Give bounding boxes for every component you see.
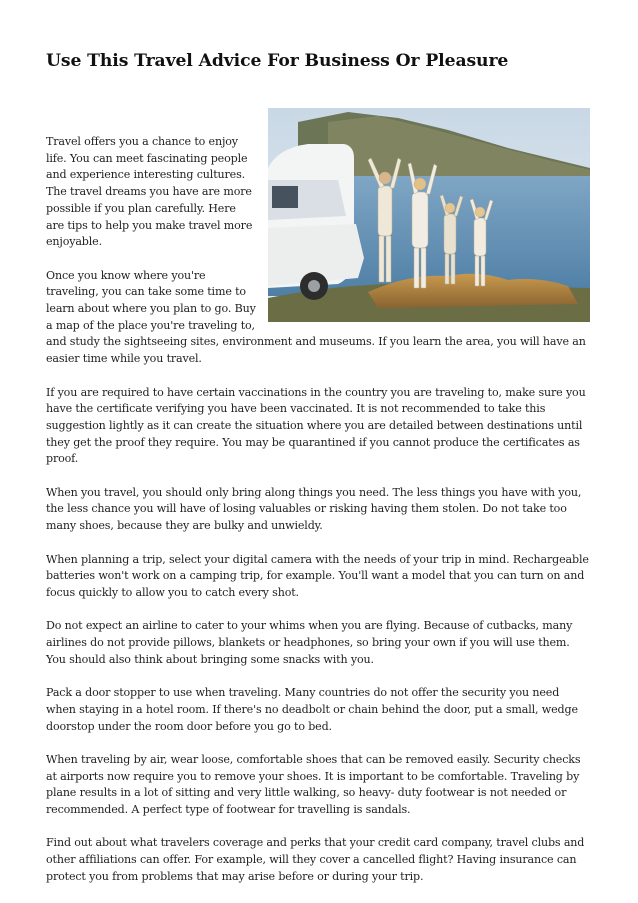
- paragraph: Pack a door stopper to use when traveling. Many countries do not offer the security you need when staying in a hotel room. If there's no deadbolt or chain behind the door, put a small, wedge doorstop under the room door before you go to bed.: [46, 686, 578, 733]
- paragraph: Do not expect an airline to cater to your whims when you are flying. Because of cutbacks, many airlines do not provide pillows, blankets or headphones, so bring your own if you will use them. You should also think about bringing some snacks with you.: [46, 619, 573, 666]
- paragraph: When planning a trip, select your digital camera with the needs of your trip in mind. Rechargeable batteries won't work on a camping trip, for example. You'll want a model that you can turn on and focus quickly to allow you to catch every shot.: [46, 552, 589, 599]
- paragraph: Find out about what travelers coverage and perks that your credit card company, travel clubs and other affiliations can offer. For example, will they cover a cancelled flight? Having insurance can protect you from problems that may arise before or during your trip.: [46, 836, 585, 883]
- paragraph: Once you know where you're traveling, you can take some time to learn about where you plan to go. Buy a map of the place you're traveling to, and study the sightseeing sites, environment and museums. If you learn the area, you will have an easier time while you travel.: [46, 268, 586, 366]
- paragraph: If you are required to have certain vaccinations in the country you are traveling to, make sure you have the certificate verifying you have been vaccinated. It is not recommended to take this suggestion lightly as it can create the situation where you are detailed between destinations until they get the proof they require. You may be quarantined if you cannot produce the certificates as proof.: [46, 385, 586, 466]
- paragraph: When traveling by air, wear loose, comfortable shoes that can be removed easily. Security checks at airports now require you to remove your shoes. It is important to be comfortable. Traveling by plane results in a lot of sitting and very little walking, so heavy- duty footwear is not needed or recommended. A perfect type of footwear for travelling is sandals.: [46, 752, 581, 817]
- article-body: [46, 134, 592, 902]
- paragraph: When you travel, you should only bring along things you need. The less things you have with you, the less chance you will have of losing valuables or risking having them stolen. Do not take too many shoes, because they are bulky and unwieldy.: [46, 485, 582, 533]
- document-title: Use This Travel Advice For Business Or Pleasure: [46, 51, 509, 71]
- paragraph: Travel offers you a chance to enjoy life. You can meet fascinating people and experience interesting cultures. The travel dreams you have are more possible if you plan carefully. Here are tips to help you make travel more enjoyable.: [46, 135, 253, 249]
- image-float-spacer: [256, 134, 592, 326]
